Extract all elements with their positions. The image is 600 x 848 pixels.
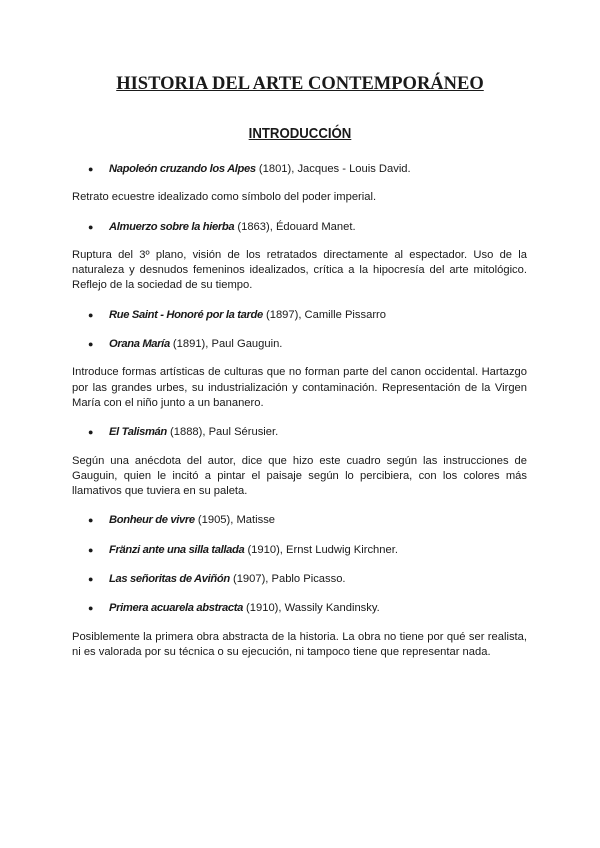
artwork-title: Orana María: [109, 338, 170, 351]
artwork-detail: (1907), Pablo Picasso.: [229, 573, 346, 586]
document-body: [72, 162, 527, 660]
bullet-icon: ●: [88, 164, 94, 174]
artwork-description: Ruptura del 3º plano, visión de los retratados directamente al espectador. Uso de la naturaleza y desnudos femeninos idealizados, crítica a la hipocresía del arte mitológico. Reflejo de la sociedad de su tiempo.: [72, 248, 527, 292]
bullet-icon: ●: [88, 544, 94, 555]
artwork-detail: (1891), Paul Gauguin.: [169, 338, 283, 351]
artwork-title: Bonheur de vivre: [109, 514, 195, 527]
artwork-title: El Talismán: [109, 426, 167, 439]
artwork-entry: [72, 572, 527, 587]
artwork-title: Rue Saint - Honoré por la tarde: [109, 308, 263, 321]
artwork-entry: [72, 220, 527, 235]
artwork-detail: (1897), Camille Pissarro: [262, 308, 386, 321]
artwork-detail: (1910), Ernst Ludwig Kirchner.: [244, 543, 398, 556]
artwork-detail: (1888), Paul Sérusier.: [166, 426, 279, 439]
artwork-entry: [72, 162, 527, 177]
bullet-icon: ●: [88, 603, 94, 614]
artwork-entry: [72, 601, 527, 616]
artwork-title: Fränzi ante una silla tallada: [109, 543, 245, 556]
artwork-detail: (1863), Édouard Manet.: [234, 220, 356, 233]
artwork-description: Según una anécdota del autor, dice que hizo este cuadro según las instrucciones de Gauguin, quien le incitó a pintar el paisaje según lo percibiera, con los colores más llamativos que tuviera en su paleta.: [72, 454, 527, 498]
artwork-description: Introduce formas artísticas de culturas que no forman parte del canon occidental. Hartazgo por las grandes urbes, su industrialización y contaminación. Representación de la Virgen María con el niño junto a un bananero.: [72, 366, 527, 409]
artwork-entry: [72, 543, 527, 558]
artwork-title: Primera acuarela abstracta: [109, 602, 243, 615]
artwork-detail: (1801), Jacques - Louis David.: [255, 163, 411, 175]
bullet-icon: ●: [88, 221, 94, 232]
artwork-detail: (1910), Wassily Kandinsky.: [242, 602, 380, 615]
artwork-entry: [72, 308, 527, 323]
artwork-description: Retrato ecuestre idealizado como símbolo del poder imperial.: [72, 191, 377, 204]
document-title: HISTORIA DEL ARTE CONTEMPORÁNEO: [116, 74, 484, 94]
artwork-title: Las señoritas de Aviñón: [109, 573, 230, 586]
artwork-entry: [72, 337, 527, 352]
bullet-icon: ●: [88, 339, 94, 350]
artwork-title: Napoleón cruzando los Alpes: [109, 163, 256, 175]
bullet-icon: ●: [88, 427, 94, 438]
artwork-entry: [72, 513, 527, 528]
bullet-icon: ●: [88, 309, 94, 320]
artwork-entry: [72, 425, 527, 440]
section-heading: INTRODUCCIÓN: [248, 125, 352, 142]
artwork-description: Posiblemente la primera obra abstracta de la historia. La obra no tiene por qué ser realista, ni es valorada por su técnica o su ejecución, ni tampoco tiene que representar nada.: [72, 630, 527, 658]
artwork-title: Almuerzo sobre la hierba: [109, 220, 235, 233]
bullet-icon: ●: [88, 515, 94, 526]
artwork-detail: (1905), Matisse: [194, 514, 276, 527]
bullet-icon: ●: [88, 574, 94, 585]
